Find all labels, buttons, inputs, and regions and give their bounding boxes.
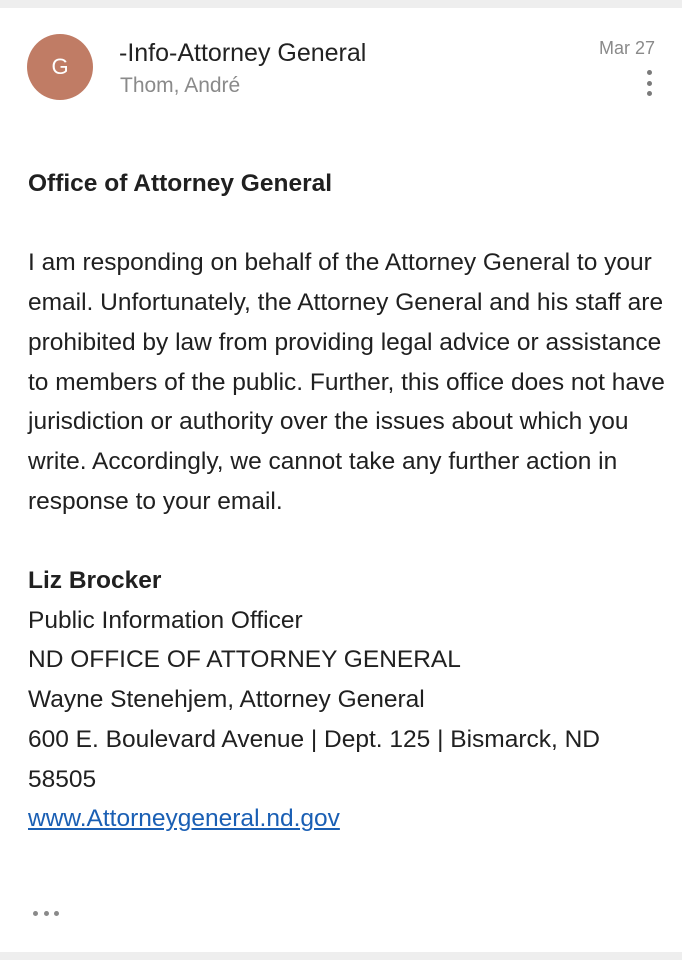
website-link[interactable]: www.Attorneygeneral.nd.gov (28, 805, 340, 833)
vertical-ellipsis-icon[interactable] (640, 70, 658, 96)
signature-name: Liz Brocker (28, 567, 162, 594)
horizontal-ellipsis-icon[interactable] (33, 909, 59, 917)
signature-attorney-general: Wayne Stenehjem, Attorney General (28, 686, 425, 714)
message-body (28, 164, 668, 839)
signature-title: Public Information Officer (28, 606, 303, 634)
message-heading: Office of Attorney General (28, 170, 333, 197)
signature-office: ND OFFICE OF ATTORNEY GENERAL (28, 646, 461, 674)
sender-avatar[interactable] (27, 34, 93, 100)
message-date: Mar 27 (598, 38, 655, 58)
email-message-card (0, 8, 682, 952)
signature-address: 600 E. Boulevard Avenue | Dept. 125 | Bismarck, ND 58505 (28, 725, 600, 793)
message-paragraph: I am responding on behalf of the Attorney General to your email. Unfortunately, the Attorney General and his staff are prohibited by law from providing legal advice or assistance to members of the public. Further, this office does not have jurisdiction or authority over the issues about which you write. Accordingly, we cannot take any further action in response to your email. (28, 249, 665, 515)
recipient-name[interactable]: Thom, André (120, 74, 241, 97)
avatar-letter: G (51, 54, 69, 79)
sender-name[interactable]: -Info-Attorney General (119, 39, 367, 67)
